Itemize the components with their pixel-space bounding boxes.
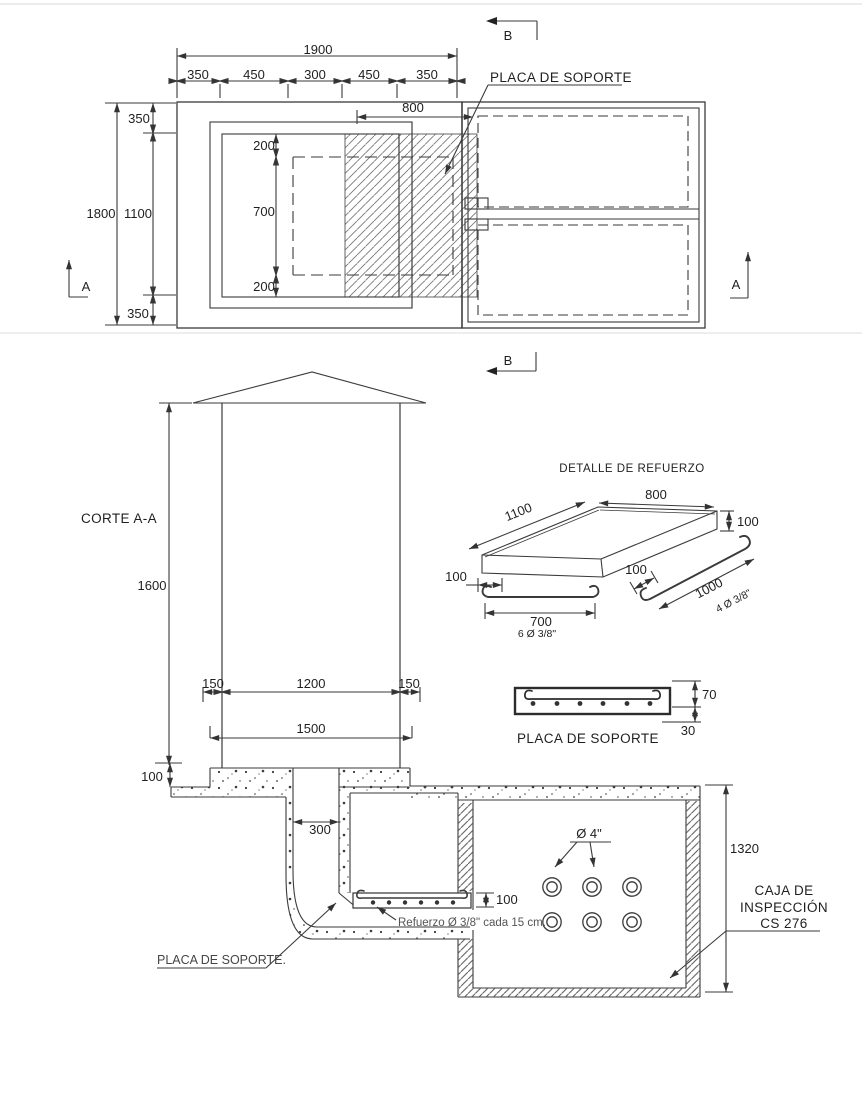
label-bars-4: 4 Ø 3/8" xyxy=(713,587,754,616)
dim-150-right: 150 xyxy=(398,676,420,691)
marker-b-top-label: B xyxy=(503,28,513,43)
dim-hook-offset-a xyxy=(466,578,502,592)
dim-open-200a: 200 xyxy=(253,138,275,153)
concrete-fill xyxy=(171,768,700,939)
plan-view xyxy=(69,17,748,375)
section-support-plate xyxy=(353,890,471,908)
dim-left-350b: 350 xyxy=(127,306,149,321)
label-support-plate-plan: PLACA DE SOPORTE xyxy=(490,70,632,85)
dim-150-left: 150 xyxy=(202,676,224,691)
plan-inspection-box-outer xyxy=(462,102,705,328)
dim-seg-350b: 350 xyxy=(416,67,438,82)
box-name-line1: CAJA DE xyxy=(754,883,814,898)
box-name-line2: INSPECCIÓN xyxy=(739,900,829,915)
marker-a-left-label: A xyxy=(81,279,91,294)
dim-open-200b: 200 xyxy=(253,279,275,294)
dim-100-hook-a: 100 xyxy=(445,569,467,584)
dim-30: 30 xyxy=(680,723,696,738)
reinforcement-note-leader xyxy=(377,907,396,920)
plan-support-plate-hatch xyxy=(345,134,477,297)
reinforcement-detail-title: DETALLE DE REFUERZO xyxy=(559,463,705,475)
dim-left-1100: 1100 xyxy=(124,206,152,221)
plate-outline xyxy=(515,688,670,714)
pipe-penetrations xyxy=(543,878,641,931)
dim-seg-300: 300 xyxy=(304,67,326,82)
dim-left-350a: 350 xyxy=(128,111,150,126)
dim-1500: 1500 xyxy=(296,721,326,736)
dim-seg-450a: 450 xyxy=(243,67,265,82)
dim-plate-thickness xyxy=(476,893,494,907)
dim-plate-800: 800 xyxy=(402,100,424,115)
dim-100-hook-b: 100 xyxy=(625,562,647,577)
plan-cover-slab-upper xyxy=(478,116,688,207)
label-bars-6: 6 Ø 3/8" xyxy=(517,628,557,640)
plate-detail xyxy=(515,681,701,722)
plate-rebar xyxy=(525,690,660,699)
marker-a-right-label: A xyxy=(731,277,741,292)
dim-1600: 1600 xyxy=(137,578,167,593)
dim-70: 70 xyxy=(702,687,717,702)
section-view xyxy=(155,372,820,997)
chimney-cap xyxy=(193,372,426,403)
dim-slab-thick xyxy=(720,511,734,531)
label-support-plate-section: PLACA DE SOPORTE. xyxy=(157,953,286,967)
dim-total-height: 1800 xyxy=(86,206,116,221)
dim-100-slab: 100 xyxy=(141,769,163,784)
dim-seg-350a: 350 xyxy=(187,67,209,82)
plate-rebar-dots xyxy=(531,701,653,706)
dim-100-plate: 100 xyxy=(496,892,518,907)
plan-inspection-box-inner xyxy=(468,108,699,322)
marker-b-bottom-label: B xyxy=(503,353,513,368)
dim-1100: 1100 xyxy=(502,499,535,525)
dim-100-thick: 100 xyxy=(737,514,759,529)
dim-seg-450b: 450 xyxy=(358,67,380,82)
rebar-700 xyxy=(483,586,599,597)
label-pipe-diameter: Ø 4" xyxy=(576,826,602,841)
dim-1200: 1200 xyxy=(296,676,326,691)
plate-detail-title: PLACA DE SOPORTE xyxy=(517,731,659,746)
section-title: CORTE A-A xyxy=(80,511,158,526)
box-name-line3: CS 276 xyxy=(760,916,808,931)
dim-total-width: 1900 xyxy=(303,42,333,57)
plan-cover-slab-lower xyxy=(478,225,688,315)
dim-box-depth xyxy=(705,785,733,992)
dim-300: 300 xyxy=(309,822,331,837)
dim-800: 800 xyxy=(645,487,667,502)
dim-700: 700 xyxy=(530,614,552,629)
reinforcement-note: Refuerzo Ø 3/8" cada 15 cm. xyxy=(398,917,546,929)
dim-1000: 1000 xyxy=(692,574,726,602)
dim-1320: 1320 xyxy=(730,841,759,856)
dim-line-800 xyxy=(599,503,714,507)
pipe-label-leader xyxy=(555,842,611,867)
dim-open-700: 700 xyxy=(253,204,275,219)
